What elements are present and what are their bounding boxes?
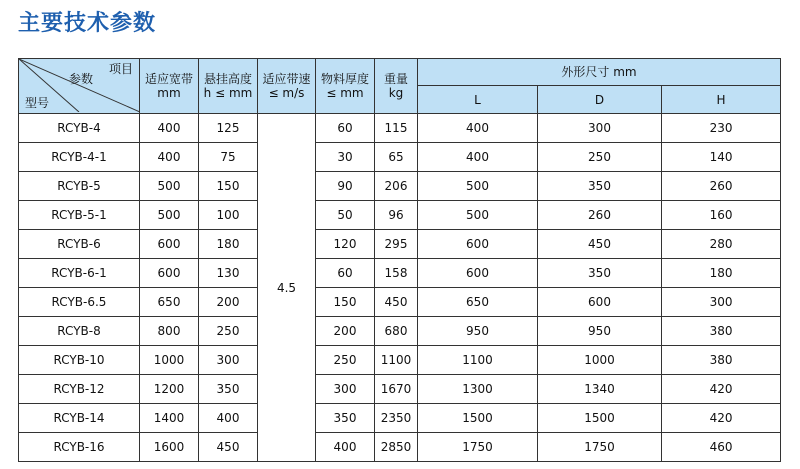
cell-dim-d: 1340 (538, 375, 662, 404)
corner-model-label: 型号 (25, 96, 50, 110)
cell-model: RCYB-6-1 (19, 259, 140, 288)
page-title: 主要技术参数 (18, 11, 157, 36)
cell-dim-d: 1000 (538, 346, 662, 375)
cell-dim-l: 650 (418, 288, 538, 317)
cell-weight: 96 (375, 201, 418, 230)
cell-dim-h: 260 (662, 172, 781, 201)
table-row (19, 317, 781, 346)
cell-hang-height: 125 (199, 114, 258, 143)
cell-model: RCYB-14 (19, 404, 140, 433)
cell-dim-l: 500 (418, 172, 538, 201)
cell-hang-height: 130 (199, 259, 258, 288)
table-row (19, 172, 781, 201)
cell-belt-width: 500 (140, 172, 199, 201)
corner-header (19, 59, 140, 114)
cell-model: RCYB-8 (19, 317, 140, 346)
table-row (19, 230, 781, 259)
table-row (19, 404, 781, 433)
cell-dim-l: 400 (418, 143, 538, 172)
cell-belt-width: 400 (140, 143, 199, 172)
cell-dim-h: 300 (662, 288, 781, 317)
cell-dim-l: 500 (418, 201, 538, 230)
cell-hang-height: 250 (199, 317, 258, 346)
cell-material-thickness: 200 (316, 317, 375, 346)
cell-material-thickness: 30 (316, 143, 375, 172)
cell-weight: 450 (375, 288, 418, 317)
cell-belt-width: 600 (140, 259, 199, 288)
cell-dim-d: 350 (538, 172, 662, 201)
cell-weight: 1670 (375, 375, 418, 404)
table-row (19, 114, 781, 143)
header-row (19, 59, 781, 86)
header-dim-l: L (418, 86, 538, 114)
cell-dim-h: 380 (662, 346, 781, 375)
table-row (19, 143, 781, 172)
cell-material-thickness: 250 (316, 346, 375, 375)
cell-dim-h: 280 (662, 230, 781, 259)
header-belt-width: 适应宽带 mm (140, 59, 199, 114)
corner-param-label: 参数 (69, 72, 94, 86)
cell-dim-h: 420 (662, 375, 781, 404)
cell-model: RCYB-6 (19, 230, 140, 259)
corner-item-label: 项目 (108, 62, 133, 76)
cell-weight: 65 (375, 143, 418, 172)
cell-material-thickness: 300 (316, 375, 375, 404)
cell-dim-h: 230 (662, 114, 781, 143)
cell-belt-speed: 4.5 (258, 114, 316, 462)
cell-hang-height: 200 (199, 288, 258, 317)
table-row (19, 375, 781, 404)
cell-material-thickness: 90 (316, 172, 375, 201)
cell-material-thickness: 350 (316, 404, 375, 433)
cell-weight: 115 (375, 114, 418, 143)
header-dimensions: 外形尺寸 mm (418, 59, 781, 86)
cell-dim-d: 600 (538, 288, 662, 317)
cell-belt-width: 600 (140, 230, 199, 259)
cell-hang-height: 400 (199, 404, 258, 433)
cell-dim-d: 350 (538, 259, 662, 288)
cell-weight: 206 (375, 172, 418, 201)
cell-dim-d: 950 (538, 317, 662, 346)
cell-material-thickness: 60 (316, 114, 375, 143)
cell-model: RCYB-5-1 (19, 201, 140, 230)
cell-hang-height: 150 (199, 172, 258, 201)
table-row (19, 433, 781, 462)
cell-dim-d: 1750 (538, 433, 662, 462)
cell-belt-width: 650 (140, 288, 199, 317)
cell-hang-height: 100 (199, 201, 258, 230)
cell-dim-h: 420 (662, 404, 781, 433)
table-row (19, 346, 781, 375)
cell-model: RCYB-6.5 (19, 288, 140, 317)
cell-hang-height: 180 (199, 230, 258, 259)
cell-weight: 2850 (375, 433, 418, 462)
cell-material-thickness: 50 (316, 201, 375, 230)
cell-weight: 2350 (375, 404, 418, 433)
cell-dim-d: 1500 (538, 404, 662, 433)
cell-weight: 1100 (375, 346, 418, 375)
cell-dim-h: 160 (662, 201, 781, 230)
header-dim-d: D (538, 86, 662, 114)
cell-model: RCYB-4 (19, 114, 140, 143)
cell-hang-height: 300 (199, 346, 258, 375)
cell-material-thickness: 150 (316, 288, 375, 317)
cell-model: RCYB-12 (19, 375, 140, 404)
cell-dim-d: 450 (538, 230, 662, 259)
cell-model: RCYB-10 (19, 346, 140, 375)
cell-dim-d: 250 (538, 143, 662, 172)
cell-weight: 295 (375, 230, 418, 259)
table-row (19, 259, 781, 288)
cell-dim-l: 950 (418, 317, 538, 346)
cell-dim-l: 1100 (418, 346, 538, 375)
cell-dim-h: 180 (662, 259, 781, 288)
cell-model: RCYB-4-1 (19, 143, 140, 172)
cell-dim-h: 460 (662, 433, 781, 462)
cell-hang-height: 350 (199, 375, 258, 404)
cell-dim-l: 1300 (418, 375, 538, 404)
cell-dim-l: 400 (418, 114, 538, 143)
header-belt-speed: 适应带速 ≤ m/s (258, 59, 316, 114)
cell-material-thickness: 120 (316, 230, 375, 259)
cell-weight: 158 (375, 259, 418, 288)
cell-belt-width: 1200 (140, 375, 199, 404)
header-weight: 重量 kg (375, 59, 418, 114)
cell-dim-d: 260 (538, 201, 662, 230)
cell-dim-l: 1500 (418, 404, 538, 433)
cell-belt-width: 800 (140, 317, 199, 346)
spec-table (18, 58, 781, 462)
table-row (19, 288, 781, 317)
cell-dim-h: 380 (662, 317, 781, 346)
cell-dim-l: 600 (418, 230, 538, 259)
cell-dim-l: 1750 (418, 433, 538, 462)
cell-belt-width: 1000 (140, 346, 199, 375)
cell-dim-h: 140 (662, 143, 781, 172)
cell-material-thickness: 60 (316, 259, 375, 288)
cell-hang-height: 450 (199, 433, 258, 462)
cell-material-thickness: 400 (316, 433, 375, 462)
cell-model: RCYB-5 (19, 172, 140, 201)
header-material-thickness: 物料厚度 ≤ mm (316, 59, 375, 114)
cell-model: RCYB-16 (19, 433, 140, 462)
table-row (19, 201, 781, 230)
cell-hang-height: 75 (199, 143, 258, 172)
header-dim-h: H (662, 86, 781, 114)
cell-belt-width: 500 (140, 201, 199, 230)
header-hang-height: 悬挂高度 h ≤ mm (199, 59, 258, 114)
cell-belt-width: 1600 (140, 433, 199, 462)
cell-dim-l: 600 (418, 259, 538, 288)
cell-belt-width: 1400 (140, 404, 199, 433)
cell-belt-width: 400 (140, 114, 199, 143)
cell-dim-d: 300 (538, 114, 662, 143)
cell-weight: 680 (375, 317, 418, 346)
